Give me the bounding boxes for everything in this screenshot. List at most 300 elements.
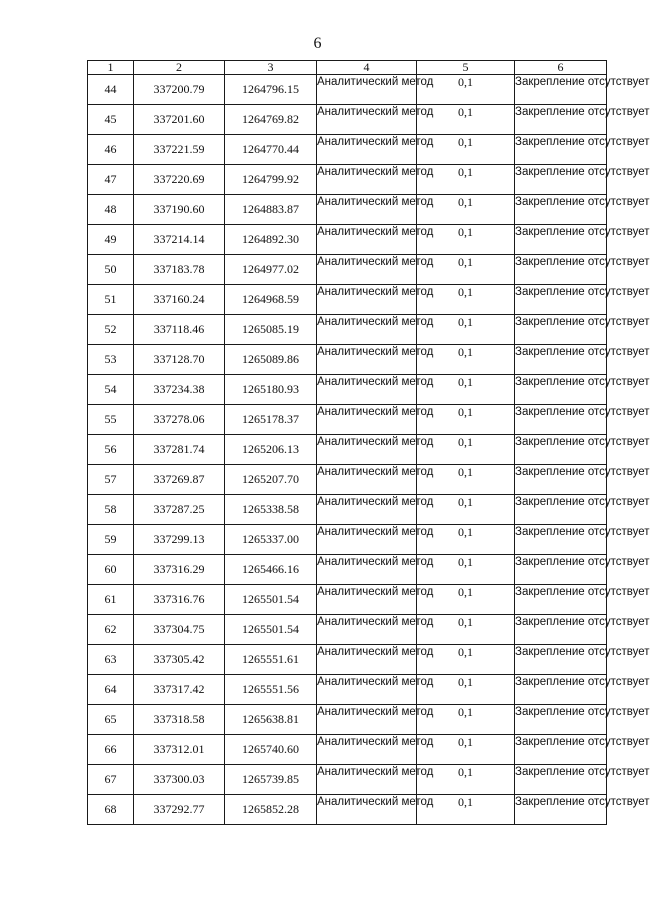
point-number-text: 48 — [104, 202, 117, 216]
coordinate-x-text: 337190.60 — [153, 202, 205, 216]
accuracy-text: 0,1 — [458, 615, 473, 629]
coordinate-x-cell — [134, 435, 225, 465]
coordinate-y-cell — [225, 435, 317, 465]
fixation-text: Закрепление отсутствует — [515, 676, 650, 688]
accuracy-text: 0,1 — [458, 285, 473, 299]
fixation-cell — [515, 375, 650, 405]
point-number-text: 45 — [104, 112, 117, 126]
column-header-2: 2 — [134, 61, 225, 75]
coordinate-y-text: 1264883.87 — [242, 202, 299, 216]
table-row — [88, 315, 607, 345]
table-row — [88, 255, 607, 285]
column-header-3: 3 — [225, 61, 317, 75]
method-cell — [317, 645, 434, 675]
coordinate-y-text: 1264796.15 — [242, 82, 299, 96]
coordinate-x-text: 337304.75 — [153, 622, 205, 636]
point-number-cell — [88, 225, 134, 255]
method-cell — [317, 615, 434, 645]
coordinate-x-cell — [134, 285, 225, 315]
fixation-cell — [515, 255, 650, 285]
method-cell — [317, 225, 434, 255]
method-text: Аналитический метод — [317, 436, 434, 448]
coordinate-y-cell — [225, 765, 317, 795]
fixation-text: Закрепление отсутствует — [515, 646, 650, 658]
coordinate-x-cell — [134, 375, 225, 405]
coordinate-y-text: 1264977.02 — [242, 262, 299, 276]
fixation-text: Закрепление отсутствует — [515, 616, 650, 628]
coordinate-y-text: 1265180.93 — [242, 382, 299, 396]
fixation-cell — [515, 675, 650, 705]
coordinate-y-cell — [225, 135, 317, 165]
method-text: Аналитический метод — [317, 226, 434, 238]
table-row — [88, 735, 607, 765]
coordinate-y-text: 1265178.37 — [242, 412, 299, 426]
method-text: Аналитический метод — [317, 256, 434, 268]
method-cell — [317, 105, 434, 135]
accuracy-text: 0,1 — [458, 315, 473, 329]
coordinate-y-text: 1265207.70 — [242, 472, 299, 486]
method-text: Аналитический метод — [317, 766, 434, 778]
point-number-cell — [88, 645, 134, 675]
fixation-text: Закрепление отсутствует — [515, 226, 650, 238]
point-number-cell — [88, 435, 134, 465]
table-row — [88, 285, 607, 315]
table-row — [88, 345, 607, 375]
point-number-text: 52 — [104, 322, 117, 336]
coordinate-x-cell — [134, 795, 225, 825]
coordinate-y-text: 1265638.81 — [242, 712, 299, 726]
table-row — [88, 615, 607, 645]
coordinate-x-text: 337318.58 — [153, 712, 205, 726]
coordinate-y-text: 1265501.54 — [242, 592, 299, 606]
coordinate-y-text: 1264968.59 — [242, 292, 299, 306]
table-row — [88, 765, 607, 795]
coordinate-y-text: 1265551.61 — [242, 652, 299, 666]
fixation-text: Закрепление отсутствует — [515, 736, 650, 748]
coordinate-y-cell — [225, 225, 317, 255]
method-cell — [317, 195, 434, 225]
accuracy-text: 0,1 — [458, 525, 473, 539]
point-number-cell — [88, 165, 134, 195]
coordinate-y-text: 1265338.58 — [242, 502, 299, 516]
method-cell — [317, 255, 434, 285]
table-row — [88, 585, 607, 615]
method-cell — [317, 285, 434, 315]
accuracy-text: 0,1 — [458, 555, 473, 569]
coordinate-x-text: 337300.03 — [153, 772, 205, 786]
coordinate-x-text: 337305.42 — [153, 652, 205, 666]
method-text: Аналитический метод — [317, 286, 434, 298]
coordinate-y-text: 1265852.28 — [242, 802, 299, 816]
accuracy-text: 0,1 — [458, 495, 473, 509]
fixation-cell — [515, 645, 650, 675]
table-row — [88, 165, 607, 195]
coordinate-x-cell — [134, 465, 225, 495]
point-number-cell — [88, 585, 134, 615]
point-number-text: 64 — [104, 682, 117, 696]
coordinate-y-text: 1264799.92 — [242, 172, 299, 186]
coordinate-x-text: 337234.38 — [153, 382, 205, 396]
fixation-text: Закрепление отсутствует — [515, 526, 650, 538]
table-row — [88, 525, 607, 555]
coordinate-y-cell — [225, 645, 317, 675]
table-row — [88, 375, 607, 405]
point-number-cell — [88, 615, 134, 645]
fixation-text: Закрепление отсутствует — [515, 436, 650, 448]
method-cell — [317, 435, 434, 465]
fixation-cell — [515, 405, 650, 435]
fixation-cell — [515, 555, 650, 585]
point-number-text: 65 — [104, 712, 117, 726]
coordinate-x-text: 337316.76 — [153, 592, 205, 606]
accuracy-text: 0,1 — [458, 135, 473, 149]
point-number-cell — [88, 405, 134, 435]
point-number-cell — [88, 705, 134, 735]
fixation-cell — [515, 195, 650, 225]
accuracy-text: 0,1 — [458, 375, 473, 389]
table-row — [88, 555, 607, 585]
coordinate-y-cell — [225, 195, 317, 225]
coordinate-y-cell — [225, 705, 317, 735]
method-text: Аналитический метод — [317, 736, 434, 748]
coordinate-x-text: 337201.60 — [153, 112, 205, 126]
coordinate-y-cell — [225, 375, 317, 405]
method-text: Аналитический метод — [317, 76, 434, 88]
point-number-text: 58 — [104, 502, 117, 516]
coordinate-y-cell — [225, 75, 317, 105]
coordinate-x-cell — [134, 75, 225, 105]
accuracy-text: 0,1 — [458, 585, 473, 599]
coordinate-y-cell — [225, 255, 317, 285]
fixation-cell — [515, 525, 650, 555]
fixation-cell — [515, 225, 650, 255]
coordinate-x-cell — [134, 705, 225, 735]
fixation-text: Закрепление отсутствует — [515, 346, 650, 358]
point-number-cell — [88, 675, 134, 705]
point-number-text: 50 — [104, 262, 117, 276]
coordinate-x-text: 337292.77 — [153, 802, 205, 816]
point-number-text: 66 — [104, 742, 117, 756]
method-text: Аналитический метод — [317, 376, 434, 388]
coordinate-x-cell — [134, 255, 225, 285]
fixation-cell — [515, 735, 650, 765]
method-cell — [317, 705, 434, 735]
accuracy-text: 0,1 — [458, 195, 473, 209]
point-number-cell — [88, 525, 134, 555]
accuracy-text: 0,1 — [458, 405, 473, 419]
method-text: Аналитический метод — [317, 316, 434, 328]
coordinate-y-cell — [225, 675, 317, 705]
fixation-cell — [515, 705, 650, 735]
method-cell — [317, 675, 434, 705]
accuracy-text: 0,1 — [458, 345, 473, 359]
method-text: Аналитический метод — [317, 196, 434, 208]
point-number-cell — [88, 765, 134, 795]
coordinate-x-cell — [134, 555, 225, 585]
fixation-cell — [515, 795, 650, 825]
coordinate-x-cell — [134, 765, 225, 795]
coordinate-y-text: 1265739.85 — [242, 772, 299, 786]
fixation-text: Закрепление отсутствует — [515, 556, 650, 568]
fixation-cell — [515, 765, 650, 795]
coordinate-y-cell — [225, 285, 317, 315]
table-row — [88, 495, 607, 525]
fixation-text: Закрепление отсутствует — [515, 496, 650, 508]
coordinate-x-text: 337200.79 — [153, 82, 205, 96]
method-text: Аналитический метод — [317, 526, 434, 538]
table-row — [88, 645, 607, 675]
fixation-text: Закрепление отсутствует — [515, 256, 650, 268]
coordinate-x-cell — [134, 405, 225, 435]
point-number-text: 68 — [104, 802, 117, 816]
point-number-text: 46 — [104, 142, 117, 156]
coordinate-y-text: 1265466.16 — [242, 562, 299, 576]
method-text: Аналитический метод — [317, 646, 434, 658]
method-text: Аналитический метод — [317, 406, 434, 418]
accuracy-text: 0,1 — [458, 165, 473, 179]
fixation-text: Закрепление отсутствует — [515, 406, 650, 418]
coordinate-x-cell — [134, 615, 225, 645]
coordinate-x-text: 337269.87 — [153, 472, 205, 486]
point-number-text: 57 — [104, 472, 117, 486]
method-cell — [317, 795, 434, 825]
coordinate-y-text: 1265740.60 — [242, 742, 299, 756]
fixation-text: Закрепление отсутствует — [515, 796, 650, 808]
point-number-cell — [88, 315, 134, 345]
coordinate-x-cell — [134, 645, 225, 675]
coordinate-y-text: 1265085.19 — [242, 322, 299, 336]
fixation-cell — [515, 135, 650, 165]
coordinate-x-text: 337312.01 — [153, 742, 205, 756]
point-number-cell — [88, 75, 134, 105]
accuracy-text: 0,1 — [458, 645, 473, 659]
table-row — [88, 135, 607, 165]
table-row — [88, 75, 607, 105]
fixation-text: Закрепление отсутствует — [515, 136, 650, 148]
method-cell — [317, 765, 434, 795]
method-text: Аналитический метод — [317, 616, 434, 628]
point-number-text: 47 — [104, 172, 117, 186]
coordinate-x-cell — [134, 315, 225, 345]
method-cell — [317, 465, 434, 495]
fixation-cell — [515, 495, 650, 525]
method-cell — [317, 315, 434, 345]
method-cell — [317, 735, 434, 765]
coordinate-y-cell — [225, 795, 317, 825]
point-number-text: 59 — [104, 532, 117, 546]
point-number-text: 55 — [104, 412, 117, 426]
coordinate-x-cell — [134, 735, 225, 765]
fixation-text: Закрепление отсутствует — [515, 766, 650, 778]
coordinate-x-cell — [134, 495, 225, 525]
accuracy-text: 0,1 — [458, 735, 473, 749]
coordinate-y-text: 1265551.56 — [242, 682, 299, 696]
point-number-text: 61 — [104, 592, 117, 606]
coordinate-x-text: 337118.46 — [153, 322, 205, 336]
column-header-4: 4 — [317, 61, 417, 75]
coordinate-y-cell — [225, 735, 317, 765]
method-text: Аналитический метод — [317, 466, 434, 478]
coordinate-y-text: 1264770.44 — [242, 142, 299, 156]
coordinate-y-text: 1265501.54 — [242, 622, 299, 636]
fixation-text: Закрепление отсутствует — [515, 316, 650, 328]
method-cell — [317, 345, 434, 375]
point-number-cell — [88, 255, 134, 285]
coordinate-x-cell — [134, 225, 225, 255]
fixation-cell — [515, 465, 650, 495]
method-cell — [317, 375, 434, 405]
method-text: Аналитический метод — [317, 586, 434, 598]
method-cell — [317, 525, 434, 555]
column-header-6: 6 — [515, 61, 607, 75]
coordinate-y-text: 1265089.86 — [242, 352, 299, 366]
fixation-cell — [515, 165, 650, 195]
fixation-text: Закрепление отсутствует — [515, 586, 650, 598]
fixation-text: Закрепление отсутствует — [515, 466, 650, 478]
coordinate-x-text: 337317.42 — [153, 682, 205, 696]
coordinate-y-cell — [225, 345, 317, 375]
header-row — [88, 61, 607, 75]
point-number-text: 60 — [104, 562, 117, 576]
coordinate-y-cell — [225, 465, 317, 495]
table-row — [88, 435, 607, 465]
method-cell — [317, 555, 434, 585]
point-number-cell — [88, 375, 134, 405]
table-row — [88, 465, 607, 495]
point-number-text: 67 — [104, 772, 117, 786]
point-number-text: 56 — [104, 442, 117, 456]
coordinate-y-cell — [225, 405, 317, 435]
accuracy-text: 0,1 — [458, 705, 473, 719]
point-number-cell — [88, 135, 134, 165]
coordinate-x-text: 337160.24 — [153, 292, 205, 306]
point-number-text: 62 — [104, 622, 117, 636]
fixation-cell — [515, 585, 650, 615]
fixation-cell — [515, 75, 650, 105]
accuracy-text: 0,1 — [458, 435, 473, 449]
table-row — [88, 405, 607, 435]
coordinate-x-text: 337316.29 — [153, 562, 205, 576]
method-text: Аналитический метод — [317, 796, 434, 808]
coordinate-y-text: 1264769.82 — [242, 112, 299, 126]
accuracy-text: 0,1 — [458, 255, 473, 269]
coordinate-y-text: 1264892.30 — [242, 232, 299, 246]
point-number-cell — [88, 345, 134, 375]
coordinates-table — [87, 60, 650, 825]
coordinate-y-cell — [225, 525, 317, 555]
accuracy-text: 0,1 — [458, 465, 473, 479]
point-number-text: 54 — [104, 382, 117, 396]
point-number-text: 51 — [104, 292, 117, 306]
page-number: 6 — [313, 35, 322, 52]
table-row — [88, 195, 607, 225]
fixation-cell — [515, 345, 650, 375]
accuracy-text: 0,1 — [458, 75, 473, 89]
method-text: Аналитический метод — [317, 346, 434, 358]
fixation-text: Закрепление отсутствует — [515, 76, 650, 88]
method-cell — [317, 585, 434, 615]
method-cell — [317, 165, 434, 195]
point-number-cell — [88, 735, 134, 765]
fixation-cell — [515, 435, 650, 465]
coordinate-x-cell — [134, 585, 225, 615]
method-cell — [317, 135, 434, 165]
method-text: Аналитический метод — [317, 496, 434, 508]
fixation-cell — [515, 105, 650, 135]
point-number-cell — [88, 555, 134, 585]
point-number-cell — [88, 465, 134, 495]
point-number-text: 44 — [104, 82, 117, 96]
coordinate-x-cell — [134, 675, 225, 705]
point-number-cell — [88, 495, 134, 525]
method-text: Аналитический метод — [317, 706, 434, 718]
coordinate-x-cell — [134, 165, 225, 195]
coordinate-y-cell — [225, 315, 317, 345]
coordinate-x-text: 337214.14 — [153, 232, 205, 246]
column-header-1: 1 — [88, 61, 134, 75]
accuracy-text: 0,1 — [458, 765, 473, 779]
fixation-cell — [515, 285, 650, 315]
accuracy-text: 0,1 — [458, 225, 473, 239]
table-row — [88, 705, 607, 735]
point-number-text: 63 — [104, 652, 117, 666]
fixation-text: Закрепление отсутствует — [515, 286, 650, 298]
coordinate-x-text: 337299.13 — [153, 532, 205, 546]
method-cell — [317, 495, 434, 525]
fixation-cell — [515, 315, 650, 345]
point-number-text: 53 — [104, 352, 117, 366]
coordinate-x-text: 337221.59 — [153, 142, 205, 156]
fixation-text: Закрепление отсутствует — [515, 196, 650, 208]
point-number-cell — [88, 195, 134, 225]
method-text: Аналитический метод — [317, 676, 434, 688]
fixation-text: Закрепление отсутствует — [515, 166, 650, 178]
table-row — [88, 795, 607, 825]
point-number-cell — [88, 795, 134, 825]
coordinate-x-text: 337220.69 — [153, 172, 205, 186]
point-number-cell — [88, 285, 134, 315]
coordinate-y-cell — [225, 615, 317, 645]
table-body — [88, 75, 650, 825]
column-header-5: 5 — [417, 61, 515, 75]
coordinate-x-cell — [134, 345, 225, 375]
fixation-cell — [515, 615, 650, 645]
accuracy-text: 0,1 — [458, 675, 473, 689]
method-text: Аналитический метод — [317, 556, 434, 568]
table-row — [88, 225, 607, 255]
coordinate-x-cell — [134, 525, 225, 555]
coordinate-x-text: 337183.78 — [153, 262, 205, 276]
coordinate-y-text: 1265337.00 — [242, 532, 299, 546]
accuracy-text: 0,1 — [458, 795, 473, 809]
coordinate-y-cell — [225, 495, 317, 525]
fixation-text: Закрепление отсутствует — [515, 106, 650, 118]
coordinate-y-cell — [225, 165, 317, 195]
coordinate-y-cell — [225, 585, 317, 615]
coordinate-x-text: 337278.06 — [153, 412, 205, 426]
method-cell — [317, 75, 434, 105]
table-row — [88, 675, 607, 705]
table-row — [88, 105, 607, 135]
coordinate-y-text: 1265206.13 — [242, 442, 299, 456]
fixation-text: Закрепление отсутствует — [515, 706, 650, 718]
coordinate-x-text: 337287.25 — [153, 502, 205, 516]
coordinate-x-cell — [134, 135, 225, 165]
point-number-cell — [88, 105, 134, 135]
method-text: Аналитический метод — [317, 166, 434, 178]
point-number-text: 49 — [104, 232, 117, 246]
coordinate-x-text: 337281.74 — [153, 442, 205, 456]
